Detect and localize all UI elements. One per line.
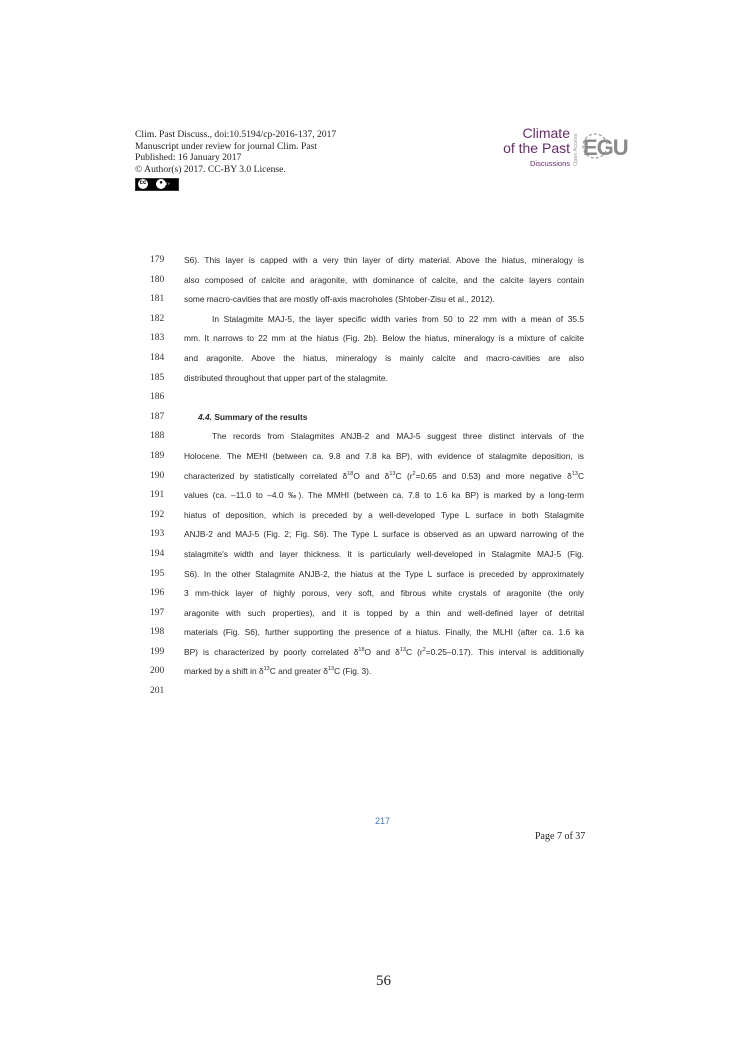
line-number: 195 — [150, 568, 165, 579]
line-number: 200 — [150, 666, 165, 677]
doi-line: Clim. Past Discuss., doi:10.5194/cp-2016-137, 2017 — [135, 129, 337, 140]
section-number: 4.4. — [198, 411, 212, 422]
line-text: hiatus of deposition, which is preceded by a well-developed Type L surface in both Stalagmite — [184, 509, 584, 520]
line-text: values (ca. –11.0 to –4.0 ‰). The MMHI (between ca. 7.8 to 1.6 ka BP) is marked by a long-term — [184, 490, 584, 501]
line-number: 189 — [150, 450, 165, 461]
line-number: 182 — [150, 313, 165, 324]
line-text: stalagmite's width and layer thickness. It is particularly well-developed in Stalagmite MAJ-5 (Fig. — [184, 548, 584, 559]
cc-by-badge[interactable] — [135, 178, 179, 191]
line-192 — [150, 509, 590, 529]
line-197 — [150, 607, 590, 627]
line-179 — [150, 254, 590, 274]
line-number: 194 — [150, 548, 165, 559]
line-191 — [150, 489, 590, 509]
line-184 — [150, 352, 590, 372]
line-196 — [150, 587, 590, 607]
line-number: 192 — [150, 509, 165, 520]
line-number: 187 — [150, 411, 165, 422]
person-icon: ● — [156, 179, 166, 189]
section-title: Summary of the results — [214, 411, 308, 422]
line-text: The records from Stalagmites ANJB-2 and MAJ-5 suggest three distinct intervals of the — [212, 431, 584, 442]
line-188 — [150, 430, 590, 450]
line-185 — [150, 372, 590, 392]
journal-logo[interactable] — [480, 126, 640, 174]
page-link-number[interactable]: 217 — [375, 816, 391, 826]
line-200 — [150, 665, 590, 685]
line-text: and aragonite. Above the hiatus, mineralogy is mainly calcite and macro-cavities are also — [184, 352, 584, 363]
by-label: BY — [164, 181, 170, 187]
line-182 — [150, 313, 590, 333]
line-text: also composed of calcite and aragonite, with dominance of calcite, and the calcite layers contain — [184, 274, 584, 285]
line-text: In Stalagmite MAJ-5, the layer specific width varies from 50 to 22 mm with a mean of 35.5 — [212, 313, 584, 324]
line-text: ANJB-2 and MAJ-5 (Fig. 2; Fig. S6). The Type L surface is observed as an upward narrowing of the — [184, 529, 584, 540]
line-number: 179 — [150, 255, 165, 265]
line-number: 185 — [150, 372, 165, 383]
line-text: marked by a shift in $\delta^{13}C$ and greater $\delta^{13}C$ (Fig. 3). — [184, 666, 372, 677]
line-number: 188 — [150, 431, 165, 442]
line-number: 186 — [150, 392, 165, 403]
line-194 — [150, 548, 590, 568]
open-access-label: Open Access — [573, 133, 579, 167]
line-number: 184 — [150, 352, 165, 363]
line-198 — [150, 626, 590, 646]
line-187 — [150, 411, 590, 431]
line-number: 183 — [150, 333, 165, 344]
line-180 — [150, 274, 590, 294]
license-line: © Author(s) 2017. CC-BY 3.0 License. — [135, 164, 286, 176]
line-text: characterized by statistically correlated $\delta^{18}O$ and $\delta^{13}C$ ($r^2=0.65$ and 0.53) and more negative $\delta^{13}C$ — [184, 470, 584, 481]
review-line: Manuscript under review for journal Clim. Past — [135, 140, 317, 152]
line-number: 201 — [150, 686, 165, 697]
line-190 — [150, 470, 590, 490]
page-of-total: Page 7 of 37 — [535, 831, 586, 842]
line-number: 197 — [150, 607, 165, 618]
line-195 — [150, 568, 590, 588]
line-text: S6). In the other Stalagmite ANJB-2, the hiatus at the Type L surface is preceded by approximately — [184, 568, 584, 579]
line-number: 191 — [150, 490, 165, 501]
line-text: some macro-cavities that are mostly off-axis macroholes (Shtober-Zisu et al., 2012). — [184, 294, 495, 305]
line-189 — [150, 450, 590, 470]
line-text: Holocene. The MEHI (between ca. 9.8 and 7.8 ka BP), with evidence of stalagmite deposition, is — [184, 450, 584, 461]
line-186 — [150, 391, 590, 411]
line-text: BP) is characterized by poorly correlated $\delta^{18}O$ and $\delta^{13}C$ $(r^2=0.25-0.17)$. This interval is additionally — [184, 646, 584, 657]
egu-wordmark: EGU — [583, 135, 628, 160]
line-text: mm. It narrows to 22 mm at the hiatus (Fig. 2b). Below the hiatus, mineralogy is a mixture of calcite — [184, 333, 584, 344]
section-heading — [184, 411, 598, 423]
journal-header — [135, 129, 336, 191]
line-number: 199 — [150, 646, 165, 657]
logo-of-the-past: of the Past — [503, 140, 570, 156]
cc-icon: cc — [138, 179, 148, 189]
line-number: 193 — [150, 529, 165, 540]
line-201 — [150, 685, 590, 705]
line-text: materials (Fig. S6), further supporting the presence of a hiatus. Finally, the MLHI (after ca. 1.6 ka — [184, 627, 584, 638]
line-181 — [150, 293, 590, 313]
line-number: 196 — [150, 588, 165, 599]
logo-title — [503, 126, 570, 156]
line-text: distributed throughout that upper part of the stalagmite. — [184, 372, 388, 383]
line-text: aragonite with such properties), and it is topped by a thin and well-defined layer of detrital — [184, 607, 584, 618]
line-199 — [150, 646, 590, 666]
line-183 — [150, 332, 590, 352]
line-text: 3 mm-thick layer of highly porous, very soft, and fibrous white crystals of aragonite (the only — [184, 588, 584, 599]
logo-climate: Climate — [522, 125, 570, 141]
line-193 — [150, 528, 590, 548]
line-number: 180 — [150, 274, 165, 285]
line-text: S6). This layer is capped with a very thin layer of dirty material. Above the hiatus, mineralogy is — [184, 255, 584, 265]
line-number: 198 — [150, 627, 165, 638]
outer-page-number: 56 — [376, 973, 391, 989]
published-line: Published: 16 January 2017 — [135, 152, 242, 164]
manuscript-body — [150, 254, 590, 705]
logo-discussions: Discussions — [529, 159, 570, 168]
line-number: 181 — [150, 294, 165, 305]
line-number: 190 — [150, 470, 165, 481]
